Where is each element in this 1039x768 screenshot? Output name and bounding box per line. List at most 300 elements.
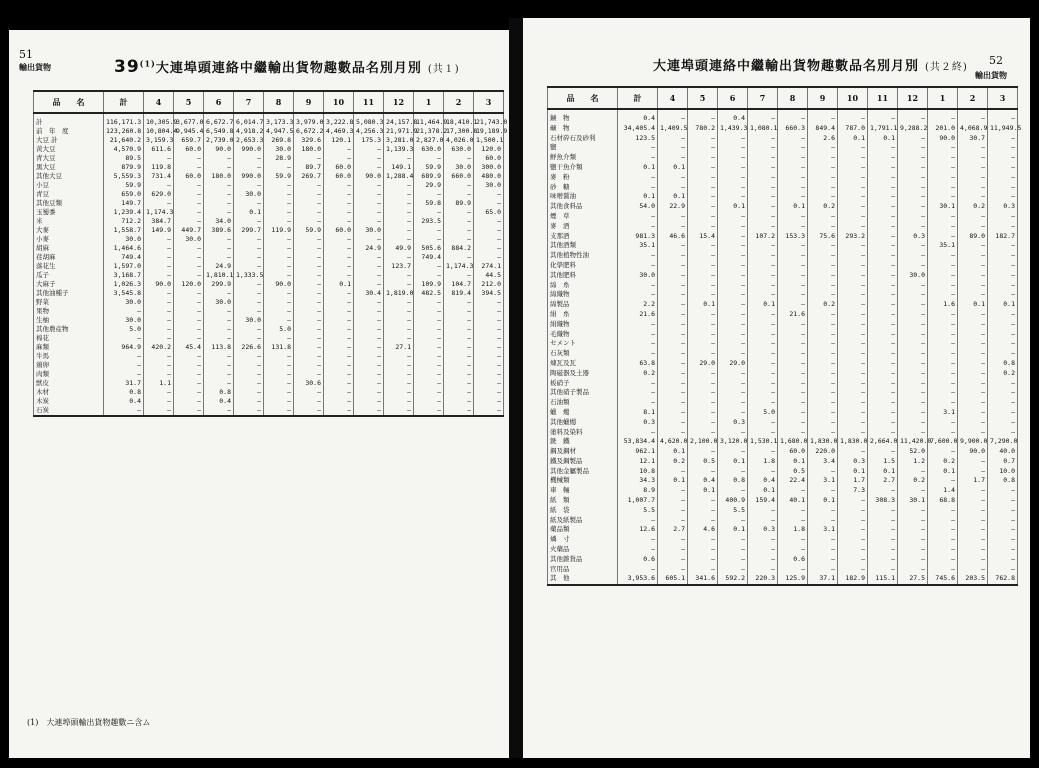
table-cell: — <box>928 109 958 124</box>
table-cell: — <box>354 370 384 379</box>
table-cell: — <box>174 253 204 262</box>
table-cell: — <box>144 388 174 397</box>
table-cell: — <box>808 467 838 477</box>
table-cell: — <box>748 241 778 251</box>
row-label: 綿製品 <box>548 300 618 310</box>
data-table <box>33 90 508 417</box>
table-cell: — <box>928 173 958 183</box>
table-cell: — <box>294 271 324 280</box>
table-row <box>548 467 1018 477</box>
table-row <box>34 361 504 370</box>
table-cell: — <box>838 173 868 183</box>
table-cell: 3,281.0 <box>384 136 414 145</box>
table-cell: — <box>898 398 928 408</box>
table-cell: 1.4 <box>928 486 958 496</box>
table-cell: 1,680.0 <box>778 437 808 447</box>
table-cell: — <box>988 388 1018 398</box>
table-row <box>34 181 504 190</box>
table-cell: 384.7 <box>144 217 174 226</box>
table-cell: — <box>474 388 504 397</box>
table-cell: 2.6 <box>808 134 838 144</box>
table-cell: — <box>778 241 808 251</box>
table-cell: — <box>474 397 504 406</box>
table-cell: 780.2 <box>688 124 718 134</box>
table-cell: 0.1 <box>688 300 718 310</box>
row-label: 鑛 物 <box>548 109 618 124</box>
table-cell: — <box>144 298 174 307</box>
table-cell: — <box>658 330 688 340</box>
table-cell: — <box>808 379 838 389</box>
table-cell: — <box>618 428 658 438</box>
table-cell: — <box>324 190 354 199</box>
col-header-12: 2 <box>958 87 988 109</box>
table-cell: — <box>838 555 868 565</box>
table-cell: — <box>444 352 474 361</box>
table-cell: 308.3 <box>868 496 898 506</box>
table-cell: — <box>868 173 898 183</box>
table-cell: — <box>144 406 174 416</box>
table-cell: — <box>658 339 688 349</box>
table-cell: — <box>868 330 898 340</box>
table-cell: — <box>868 212 898 222</box>
row-label: 米 <box>34 217 104 226</box>
table-row <box>548 349 1018 359</box>
table-cell: — <box>748 173 778 183</box>
table-cell: — <box>868 506 898 516</box>
table-cell: — <box>778 134 808 144</box>
table-row <box>548 232 1018 242</box>
table-cell: 1,174.3 <box>444 262 474 271</box>
table-cell: — <box>264 379 294 388</box>
table-cell: — <box>658 428 688 438</box>
table-cell: 3,222.8 <box>324 113 354 127</box>
table-cell: — <box>618 183 658 193</box>
table-cell: 29.9 <box>414 181 444 190</box>
row-label: 大麥 <box>34 226 104 235</box>
row-label: 砂 糖 <box>548 183 618 193</box>
table-cell: — <box>354 181 384 190</box>
table-cell: 30.0 <box>104 235 144 244</box>
table-cell: 89.7 <box>294 163 324 172</box>
table-cell: — <box>958 525 988 535</box>
table-cell: — <box>234 361 264 370</box>
table-cell: — <box>658 565 688 575</box>
table-cell: — <box>988 486 1018 496</box>
table-cell: — <box>204 289 234 298</box>
row-label: 木炭 <box>34 397 104 406</box>
table-cell: — <box>898 418 928 428</box>
table-cell: — <box>354 334 384 343</box>
table-cell: 226.6 <box>234 343 264 352</box>
table-cell: — <box>838 339 868 349</box>
table-cell: — <box>898 369 928 379</box>
table-cell: — <box>958 408 988 418</box>
table-row <box>548 212 1018 222</box>
table-cell: — <box>898 134 928 144</box>
table-row <box>548 222 1018 232</box>
table-cell: — <box>868 320 898 330</box>
table-cell: 660.3 <box>778 124 808 134</box>
table-cell: — <box>234 298 264 307</box>
table-cell: — <box>808 173 838 183</box>
table-cell: — <box>958 173 988 183</box>
table-cell: — <box>988 428 1018 438</box>
table-cell: — <box>898 525 928 535</box>
table-cell: 1,288.4 <box>384 172 414 181</box>
table-cell: 0.2 <box>618 369 658 379</box>
table-cell: — <box>748 379 778 389</box>
table-cell: — <box>324 298 354 307</box>
table-cell: 3.1 <box>928 408 958 418</box>
row-label: 支那酒 <box>548 232 618 242</box>
row-label: 果物 <box>34 307 104 316</box>
table-cell: — <box>838 320 868 330</box>
row-label: 玉蜀黍 <box>34 208 104 217</box>
table-cell: — <box>748 320 778 330</box>
table-cell: — <box>718 467 748 477</box>
table-cell: — <box>718 339 748 349</box>
table-cell: 0.4 <box>688 476 718 486</box>
row-label: セメント <box>548 339 618 349</box>
table-cell: — <box>988 290 1018 300</box>
table-cell: 9,288.2 <box>898 124 928 134</box>
table-cell: — <box>718 379 748 389</box>
table-cell: — <box>414 325 444 334</box>
table-cell: — <box>204 334 234 343</box>
row-label: 蠟 燭 <box>548 408 618 418</box>
table-cell: — <box>748 134 778 144</box>
table-cell: 293.2 <box>838 232 868 242</box>
table-row <box>548 555 1018 565</box>
col-header-1: 計 <box>618 87 658 109</box>
table-cell: — <box>868 192 898 202</box>
table-cell: — <box>808 290 838 300</box>
col-header-9: 11 <box>354 91 384 113</box>
table-cell: 0.1 <box>868 134 898 144</box>
table-cell: — <box>234 379 264 388</box>
table-cell: — <box>898 202 928 212</box>
table-cell: — <box>474 298 504 307</box>
table-cell: — <box>958 467 988 477</box>
table-cell: — <box>174 244 204 253</box>
row-label: 石油類 <box>548 398 618 408</box>
table-cell: — <box>688 109 718 124</box>
table-cell: — <box>658 379 688 389</box>
table-cell: — <box>808 359 838 369</box>
row-label: 麥 粉 <box>548 173 618 183</box>
col-header-13: 3 <box>988 87 1018 109</box>
table-cell: — <box>144 334 174 343</box>
row-label: 瓜子 <box>34 271 104 280</box>
table-cell: 34,405.4 <box>618 124 658 134</box>
table-cell: — <box>384 253 414 262</box>
table-row <box>34 154 504 163</box>
table-cell: — <box>868 281 898 291</box>
table-cell: — <box>748 506 778 516</box>
table-cell: — <box>294 361 324 370</box>
table-cell: — <box>234 352 264 361</box>
table-cell: — <box>988 418 1018 428</box>
table-cell: — <box>778 418 808 428</box>
table-cell: — <box>958 516 988 526</box>
table-cell: 1,819.0 <box>384 289 414 298</box>
table-row <box>548 192 1018 202</box>
table-cell: 153.3 <box>778 232 808 242</box>
table-cell: — <box>718 192 748 202</box>
page-number: 51 <box>19 48 33 61</box>
table-cell: — <box>898 261 928 271</box>
table-cell: — <box>144 154 174 163</box>
table-cell: — <box>898 359 928 369</box>
table-cell: — <box>658 545 688 555</box>
table-cell: — <box>618 281 658 291</box>
table-cell: 125.9 <box>778 574 808 585</box>
table-cell: 787.0 <box>838 124 868 134</box>
table-cell: — <box>838 359 868 369</box>
table-cell: — <box>174 262 204 271</box>
table-cell: — <box>174 217 204 226</box>
table-cell: — <box>324 199 354 208</box>
table-cell: — <box>868 109 898 124</box>
table-cell: — <box>384 352 414 361</box>
table-cell: — <box>868 163 898 173</box>
table-cell: — <box>234 397 264 406</box>
table-cell: — <box>988 251 1018 261</box>
table-cell: — <box>958 290 988 300</box>
table-cell: 0.5 <box>778 467 808 477</box>
table-cell: 2.7 <box>658 525 688 535</box>
table-cell: — <box>838 300 868 310</box>
table-cell: 30.0 <box>204 298 234 307</box>
table-cell: — <box>898 545 928 555</box>
table-cell: — <box>144 307 174 316</box>
table-cell: — <box>718 486 748 496</box>
table-cell: 749.4 <box>414 253 444 262</box>
table-cell: 0.2 <box>898 476 928 486</box>
table-cell: — <box>658 516 688 526</box>
table-cell: 0.1 <box>748 300 778 310</box>
table-cell: — <box>658 359 688 369</box>
table-row <box>548 173 1018 183</box>
table-cell: — <box>898 251 928 261</box>
row-label: 機械類 <box>548 476 618 486</box>
table-row <box>548 153 1018 163</box>
table-cell: — <box>414 370 444 379</box>
table-row <box>548 359 1018 369</box>
title-text: 大連埠頭連絡中繼輸出貨物趣數品名別月別 <box>155 61 422 76</box>
table-cell: 19,189.9 <box>474 127 504 136</box>
table-cell: 2,739.0 <box>204 136 234 145</box>
table-cell: — <box>234 334 264 343</box>
table-cell: — <box>958 496 988 506</box>
table-cell: 5.5 <box>618 506 658 516</box>
table-cell: 0.1 <box>808 496 838 506</box>
table-cell: — <box>144 262 174 271</box>
table-cell: 0.1 <box>748 486 778 496</box>
table-cell: — <box>748 359 778 369</box>
table-cell: — <box>234 217 264 226</box>
table-cell: — <box>414 271 444 280</box>
table-cell: — <box>324 397 354 406</box>
table-cell: — <box>174 316 204 325</box>
table-row <box>548 369 1018 379</box>
table-cell: — <box>234 289 264 298</box>
table-cell: — <box>414 361 444 370</box>
table-cell: — <box>928 369 958 379</box>
table-cell: — <box>384 217 414 226</box>
table-cell: 0.7 <box>988 457 1018 467</box>
table-cell: — <box>264 181 294 190</box>
table-cell: — <box>474 226 504 235</box>
row-label: 味噌醤油 <box>548 192 618 202</box>
col-header-item: 品 名 <box>548 87 618 109</box>
row-label: 野菜 <box>34 298 104 307</box>
table-cell: — <box>354 253 384 262</box>
table-cell: 119.9 <box>264 226 294 235</box>
table-cell: — <box>988 271 1018 281</box>
table-cell: — <box>778 388 808 398</box>
table-cell: — <box>928 330 958 340</box>
table-cell: — <box>958 143 988 153</box>
row-label: 黄大豆 <box>34 145 104 154</box>
table-cell: — <box>958 545 988 555</box>
table-cell: — <box>324 370 354 379</box>
table-cell: 220.3 <box>748 574 778 585</box>
table-cell: — <box>384 325 414 334</box>
table-cell: — <box>838 545 868 555</box>
table-row <box>548 251 1018 261</box>
table-cell: — <box>808 339 838 349</box>
table-cell: — <box>688 379 718 389</box>
table-cell: — <box>354 352 384 361</box>
table-cell: 4,570.9 <box>104 145 144 154</box>
table-cell: — <box>174 397 204 406</box>
table-cell: 4,256.3 <box>354 127 384 136</box>
table-cell: — <box>204 244 234 253</box>
table-cell: — <box>718 173 748 183</box>
table-cell: 0.1 <box>718 457 748 467</box>
table-cell: — <box>144 361 174 370</box>
table-cell: — <box>748 388 778 398</box>
table-row <box>548 457 1018 467</box>
table-cell: — <box>808 565 838 575</box>
table-cell: — <box>718 545 748 555</box>
table-cell: 7,290.0 <box>988 437 1018 447</box>
col-header-5: 7 <box>234 91 264 113</box>
title-text: 大連埠頭連絡中繼輸出貨物趣數品名別月別 <box>653 59 920 74</box>
table-cell: 7,600.0 <box>928 437 958 447</box>
table-cell: — <box>384 280 414 289</box>
row-label: 前 年 度 <box>34 127 104 136</box>
table-cell: 53,834.4 <box>618 437 658 447</box>
footnote: (1) 大連埠頭輸出貨物趣數ニ含ム <box>27 718 151 727</box>
table-cell: — <box>444 316 474 325</box>
table-cell: — <box>474 379 504 388</box>
table-cell: — <box>354 163 384 172</box>
table-cell: 1,139.3 <box>384 145 414 154</box>
table-cell: — <box>658 222 688 232</box>
row-label: 鋼及鋼材 <box>548 447 618 457</box>
table-cell: 30.0 <box>354 226 384 235</box>
table-cell: — <box>958 565 988 575</box>
table-cell: — <box>384 379 414 388</box>
table-row <box>34 397 504 406</box>
table-cell: — <box>898 173 928 183</box>
table-cell: — <box>144 370 174 379</box>
table-cell: 0.6 <box>618 555 658 565</box>
table-cell: — <box>144 289 174 298</box>
table-cell: 30.0 <box>264 145 294 154</box>
row-label: 綿織物 <box>548 290 618 300</box>
table-cell: — <box>928 222 958 232</box>
table-cell: — <box>474 352 504 361</box>
table-cell: 0.1 <box>234 208 264 217</box>
table-cell: — <box>958 457 988 467</box>
table-cell: 2.7 <box>868 476 898 486</box>
table-cell: — <box>958 251 988 261</box>
table-cell: 12.1 <box>618 457 658 467</box>
table-cell: — <box>718 222 748 232</box>
table-cell: — <box>294 388 324 397</box>
table-cell: — <box>898 222 928 232</box>
table-cell: — <box>354 406 384 416</box>
table-cell: — <box>958 339 988 349</box>
table-cell: — <box>294 181 324 190</box>
table-row <box>34 244 504 253</box>
table-cell: 68.8 <box>928 496 958 506</box>
table-cell: — <box>474 343 504 352</box>
col-header-11: 1 <box>414 91 444 113</box>
table-cell: — <box>808 271 838 281</box>
table-cell: — <box>838 310 868 320</box>
table-cell: — <box>808 418 838 428</box>
table-cell: — <box>354 262 384 271</box>
table-cell: — <box>618 320 658 330</box>
table-cell: — <box>778 339 808 349</box>
table-cell: — <box>898 565 928 575</box>
table-cell: — <box>748 202 778 212</box>
table-cell: 0.4 <box>618 109 658 124</box>
table-cell: — <box>688 330 718 340</box>
table-cell: 449.7 <box>174 226 204 235</box>
table-cell: — <box>988 379 1018 389</box>
col-header-8: 10 <box>324 91 354 113</box>
table-cell: 49.9 <box>384 244 414 253</box>
table-cell: 54.0 <box>618 202 658 212</box>
table-cell: — <box>958 212 988 222</box>
table-cell: — <box>414 307 444 316</box>
table-cell: 389.6 <box>204 226 234 235</box>
table-cell: 44.5 <box>474 271 504 280</box>
page-number: 52 <box>989 54 1003 67</box>
row-label: 大麻子 <box>34 280 104 289</box>
table-cell: — <box>294 316 324 325</box>
table-cell: 2.2 <box>618 300 658 310</box>
table-cell: — <box>264 253 294 262</box>
table-cell: — <box>234 199 264 208</box>
table-cell: — <box>928 143 958 153</box>
table-cell: — <box>658 271 688 281</box>
table-cell: — <box>748 545 778 555</box>
table-cell: — <box>958 222 988 232</box>
row-label: 藥品類 <box>548 525 618 535</box>
table-cell: — <box>444 235 474 244</box>
table-row <box>34 208 504 217</box>
table-cell: — <box>444 271 474 280</box>
table-cell: — <box>688 134 718 144</box>
table-cell: 660.0 <box>444 172 474 181</box>
table-cell: 1,007.7 <box>618 496 658 506</box>
